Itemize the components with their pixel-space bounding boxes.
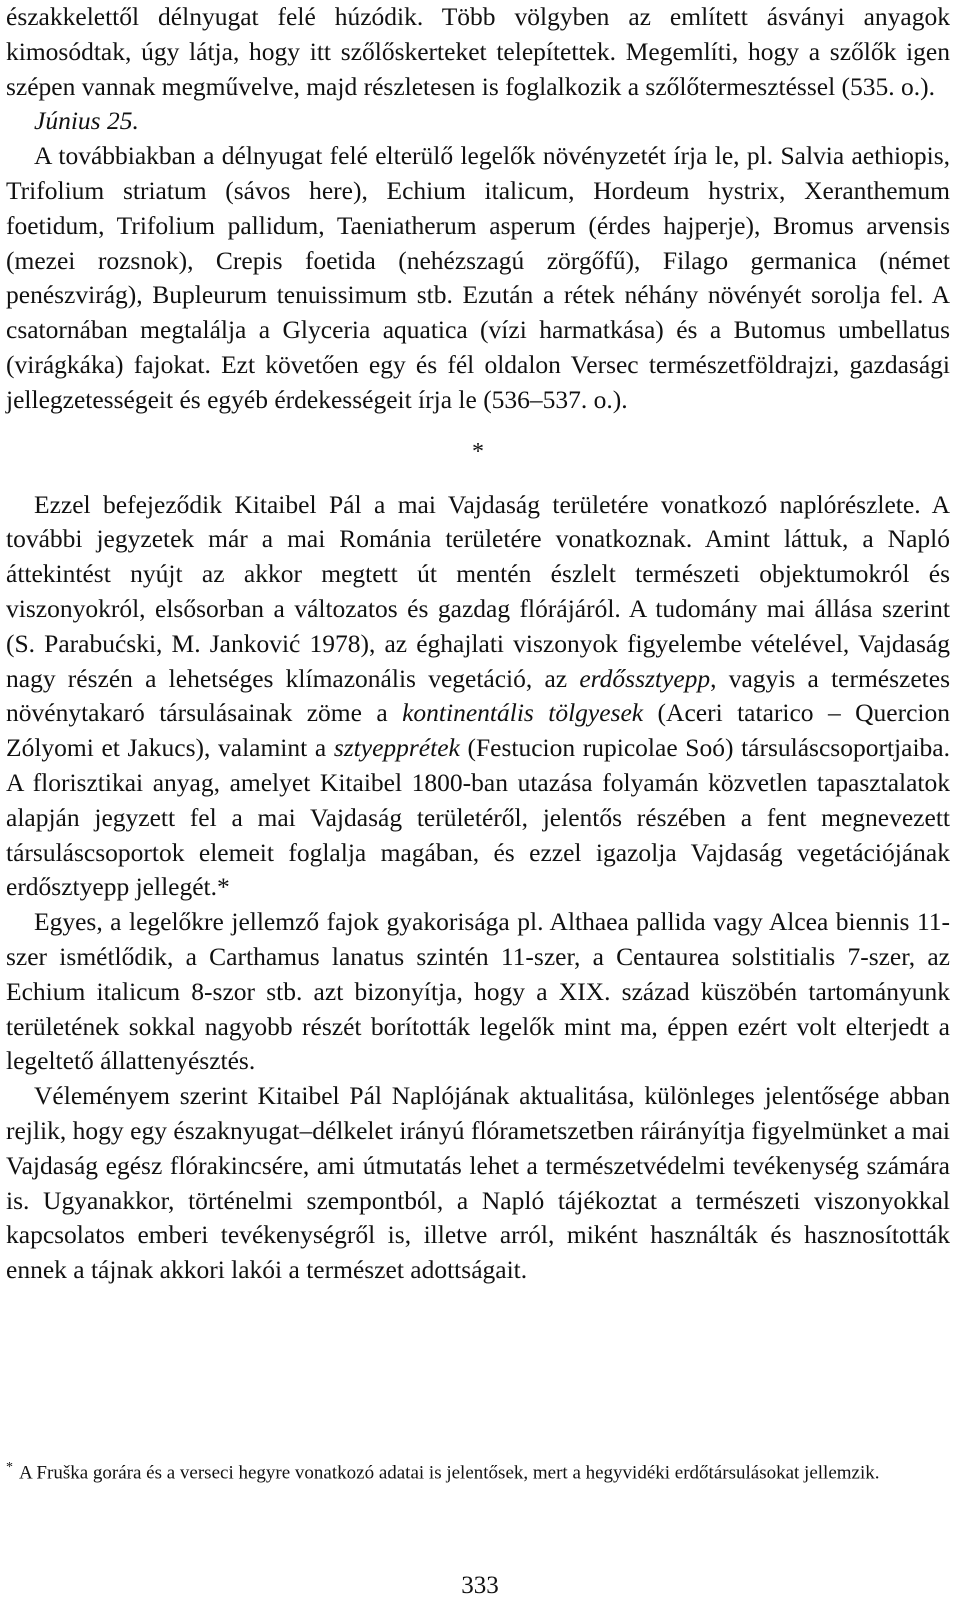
page-number: 333 xyxy=(461,1572,499,1599)
footnote-mark: * xyxy=(6,1460,13,1475)
paragraph-3-text-a: Ezzel befejeződik Kitaibel Pál a mai Vajdaság területére vonatkozó naplórészlete. A további jegyzetek már a mai Románia területére vonatkoznak. Amint láttuk, a Napló áttekintést nyújt az akkor megtett út mentén észlelt természeti objektumokról és viszonyokról, elsősorban a változatos és gazdag flórájáról. A tudomány mai állása szerint (S. Parabućski, M. Janković 1978), az éghajlati viszonyok figyelembe vételével, Vajdaság nagy részén a lehetséges klímazonális vegetáció, az xyxy=(6,489,950,693)
paragraph-3-text-c: (Aceri tatarico – Quercion Zólyomi et Jakucs), valamint a xyxy=(6,698,950,763)
footnote-text: A Fruška gorára és a verseci hegyre vonatkozó adatai is jelentősek, mert a hegyvidéki erdőtársulásokat jellemzik. xyxy=(19,1462,880,1484)
paragraph-3-italic-2: kontinentális tölgyesek xyxy=(402,698,644,728)
paragraph-3-italic-1: erdőssztyepp xyxy=(579,663,711,693)
paragraph-2: A továbbiakban a délnyugat felé elterülő legelők növényzetét írja le, pl. Salvia aethiopis, Trifolium striatum (sávos here), Echium italicum, Hordeum hystrix, Xeranthemum foetidum, Trifolium pallidum, Taeniatherum asperum (érdes hajperje), Bromus arvensis (mezei rozsnok), Crepis foetida (nehézszagú zörgőfű), Filago germanica (német penészvirág), Bupleurum tenuissimum stb. Ezután a rétek néhány növényét sorolja fel. A csatornában megtalálja a Glyceria aquatica (vízi harmatkása) és a Butomus umbellatus (virágkáka) fajokat. Ezt követően egy és fél oldalon Versec természetföldrajzi, gazdasági jellegzetességeit és egyéb érdekességeit írja le (536–537. o.). xyxy=(6,141,950,414)
paragraph-3 xyxy=(6,488,950,906)
date-heading: Június 25. xyxy=(34,106,139,136)
document-body xyxy=(6,0,950,1288)
paragraph-3-text-b: , vagyis a természetes növénytakaró társulásainak zöme a xyxy=(6,663,950,728)
paragraph-4: Egyes, a legelőkre jellemző fajok gyakorisága pl. Althaea pallida vagy Alcea biennis 11-szer ismétlődik, a Carthamus lanatus szintén 11-szer, a Centaurea solstitialis 7-szer, az Echium italicum 8-szor stb. azt bizonyítja, hogy a XIX. század küszöbén tartományunk területének sokkal nagyobb részét borították legelők mint ma, éppen ezért volt elterjedt a legeltető állattenyésztés. xyxy=(6,907,950,1076)
paragraph-1: északkelettől délnyugat felé húzódik. Több völgyben az említett ásványi anyagok kimosódtak, úgy látja, hogy itt szőlőskerteket telepítettek. Megemlíti, hogy a szőlők igen szépen vannak megművelve, majd részletesen is foglalkozik a szőlőtermesztéssel (535. o.). xyxy=(6,2,950,101)
paragraph-3-text-d: (Festucion rupicolae Soó) társuláscsoportjaiba. A florisztikai anyag, amelyet Kitaibel 1800-ban utazása folyamán közvetlen tapasztalatok alapján jegyzett fel a mai Vajdaság területéről, jelentős részében a fent megnevezett társuláscsoportok elemeit foglalja magában, és ezzel igazolja Vajdaság vegetációjának erdősztyepp jellegét.* xyxy=(6,733,950,902)
paragraph-3-italic-3: sztyepprétek xyxy=(333,733,460,763)
footnote-text-block xyxy=(6,1455,950,1486)
footnote xyxy=(6,1455,950,1486)
paragraph-5: Véleményem szerint Kitaibel Pál Naplójának aktualitása, különleges jelentősége abban rejlik, hogy egy északnyugat–délkelet irányú flórametszetben ráirányítja figyelmünket a mai Vajdaság egész flórakincsére, ami útmutatás lehet a természetvédelmi tevékenység számára is. Ugyanakkor, történelmi szempontból, a Napló tájékoztat a természeti viszonyokkal kapcsolatos emberi tevékenységről is, illetve arról, miként használták és hasznosították ennek a tájnak akkori lakói a természet adottságait. xyxy=(6,1081,950,1285)
section-separator: * xyxy=(472,438,484,465)
